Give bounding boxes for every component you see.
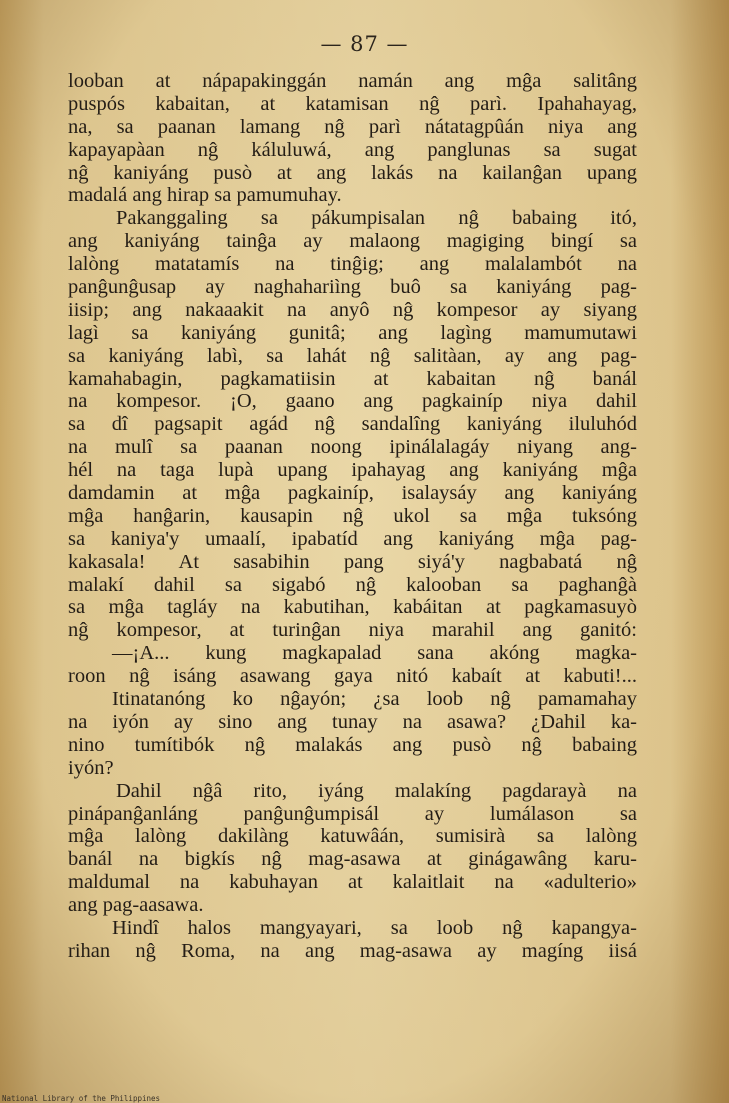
text-line: malakí dahil sa sigabó nĝ kalooban sa paghanĝà <box>68 573 637 596</box>
text-line: looban at nápapakinggán namán ang mĝa salitâng <box>68 70 637 92</box>
text-line: puspós kabaitan, at katamisan nĝ parì. Ipahahayag, <box>68 92 637 115</box>
text-line: kamahabagin, pagkamatiisin at kabaitan nĝ banál <box>68 367 637 390</box>
text-line: iisip; ang nakaaakit na anyô nĝ kompesor ay siyang <box>68 298 637 321</box>
text-line: na iyón ay sino ang tunay na asawa? ¿Dahil ka- <box>68 710 637 733</box>
text-line: panĝunĝusap ay naghahariìng buô sa kaniyáng pag- <box>68 276 637 299</box>
text-line: sa dî pagsapit agád nĝ sandalîng kaniyáng iluluhód <box>68 413 637 436</box>
text-line: kakasala! At sasabihin pang siyá'y nagbabatá nĝ <box>68 550 637 573</box>
text-line: roon nĝ isáng asawang gaya nitó kabaít at kabuti!... <box>68 665 637 688</box>
text-line: —¡A... kung magkapalad sana akóng magka- <box>112 642 637 665</box>
text-line: Hindî halos mangyayari, sa loob nĝ kapangya- <box>112 916 637 939</box>
text-line: mĝa hanĝarin, kausapin nĝ ukol sa mĝa tuksóng <box>68 504 637 527</box>
text-line: hél na taga lupà upang ipahayag ang kaniyáng mĝa <box>68 459 637 482</box>
text-line: lagì sa kaniyáng gunitâ; ang lagìng mamumutawi <box>68 321 637 344</box>
text-line: Dahil nĝâ rito, iyáng malakíng pagdarayà na <box>116 779 637 802</box>
text-line: madalá ang hirap sa pamumuhay. <box>68 184 342 207</box>
text-line: nino tumítibók nĝ malakás ang pusò nĝ babaing <box>68 733 637 756</box>
text-line: rihan nĝ Roma, na ang mag-asawa ay magíng iisá <box>68 939 637 962</box>
text-line: iyón? <box>68 756 114 779</box>
text-line: Pakanggaling sa pákumpisalan nĝ babaing itó, <box>116 207 637 230</box>
library-credit: National Library of the Philippines <box>2 1094 161 1103</box>
page-number: — 87 — <box>320 32 409 56</box>
text-line: nĝ kaniyáng pusò at ang lakás na kailanĝan upang <box>68 161 637 184</box>
text-line: ang pag-aasawa. <box>68 894 204 917</box>
text-line: kapayapàan nĝ káluluwá, ang panglunas sa sugat <box>68 138 637 161</box>
body-text <box>68 70 637 963</box>
text-line: damdamin at mĝa pagkainíp, isalaysáy ang kaniyáng <box>68 482 637 505</box>
text-line: ang kaniyáng tainĝa ay malaong magiging bingí sa <box>68 230 637 253</box>
text-line: nĝ kompesor, at turinĝan niya marahil ang ganitó: <box>68 619 637 642</box>
text-line: sa kaniya'y umaalí, ipabatíd ang kaniyáng mĝa pag- <box>68 527 637 550</box>
text-line: na, sa paanan lamang nĝ parì nátatagpûán niya ang <box>68 115 637 138</box>
text-line: sa mĝa tagláy na kabutihan, kabáitan at pagkamasuyò <box>68 596 637 619</box>
text-line: na kompesor. ¡O, gaano ang pagkainíp niya dahil <box>68 390 637 413</box>
text-line: na mulî sa paanan noong ipinálalagáy niyang ang- <box>68 436 637 459</box>
text-line: pinápanĝanláng panĝunĝumpisál ay lumálason sa <box>68 802 637 825</box>
text-line: mĝa lalòng dakilàng katuwâán, sumisirà sa lalòng <box>68 825 637 848</box>
text-line: Itinatanóng ko nĝayón; ¿sa loob nĝ pamamahay <box>112 688 637 711</box>
text-line: banál na bigkís nĝ mag-asawa at ginágawâng karu- <box>68 848 637 871</box>
text-line: maldumal na kabuhayan at kalaitlait na «adulterio» <box>68 871 637 894</box>
text-line: lalòng matatamís na tinĝig; ang malalambót na <box>68 253 637 276</box>
text-line: sa kaniyáng labì, sa lahát nĝ salitàan, ay ang pag- <box>68 344 637 367</box>
